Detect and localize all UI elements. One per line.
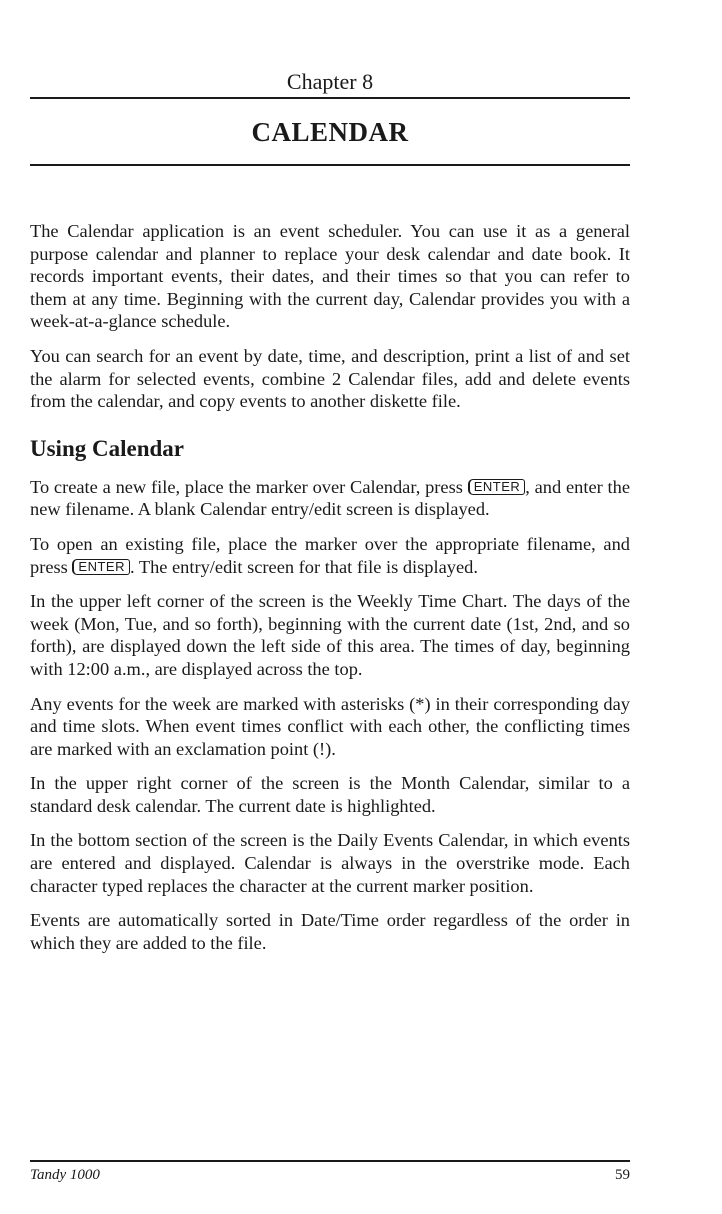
chapter-title: CALENDAR — [251, 117, 409, 147]
events-paragraph: Any events for the week are marked with asterisks (*) in their corresponding day and time slots. When event times conflict with each other, the conflicting times are marked with an exclamation point (!). — [30, 693, 630, 759]
create-text-after: , and enter the new filename. A blank Calendar entry/edit screen is displayed. — [30, 476, 630, 520]
page-number: 59 — [615, 1167, 630, 1183]
header-rule-bottom — [30, 164, 630, 166]
open-file-paragraph — [30, 533, 630, 578]
enter-key-icon: ENTER — [72, 559, 130, 575]
enter-key-icon: ENTER — [468, 479, 526, 495]
header-rule-top — [30, 97, 630, 99]
sorting-paragraph: Events are automatically sorted in Date/Time order regardless of the order in which they are added to the file. — [30, 910, 630, 953]
footer-rule — [30, 1160, 630, 1162]
daily-events-paragraph: In the bottom section of the screen is the Daily Events Calendar, in which events are entered and displayed. Calendar is always in the overstrike mode. Each character typed replaces the character at the current marker position. — [30, 830, 630, 896]
section-heading: Using Calendar — [30, 435, 184, 461]
search-paragraph: You can search for an event by date, time, and description, print a list of and set the alarm for selected events, combine 2 Calendar files, add and delete events from the calendar, and copy events to another diskette file. — [30, 345, 630, 412]
create-file-paragraph — [30, 476, 630, 521]
month-calendar-paragraph: In the upper right corner of the screen is the Month Calendar, similar to a standard desk calendar. The current date is highlighted. — [30, 773, 630, 816]
footer-book-title: Tandy 1000 — [30, 1167, 100, 1183]
body-text — [30, 220, 630, 966]
open-text-before: To open an existing file, place the marker over the appropriate filename, and press — [30, 533, 630, 577]
intro-paragraph: The Calendar application is an event scheduler. You can use it as a general purpose calendar and planner to replace your desk calendar and date book. It records important events, their dates, and their times so that you can refer to them at any time. Beginning with the current day, Calendar provides you with a week-at-a-glance schedule. — [30, 221, 630, 332]
chapter-label: Chapter 8 — [286, 69, 374, 94]
weekly-chart-paragraph: In the upper left corner of the screen is the Weekly Time Chart. The days of the week (Mon, Tue, and so forth), beginning with the current date (1st, 2nd, and so forth), are displayed down the left side of this area. The times of day, beginning with 12:00 a.m., are displayed across the top. — [30, 591, 630, 679]
open-text-after: . The entry/edit screen for that file is displayed. — [129, 556, 478, 577]
create-text-before: To create a new file, place the marker over Calendar, press — [30, 476, 468, 497]
